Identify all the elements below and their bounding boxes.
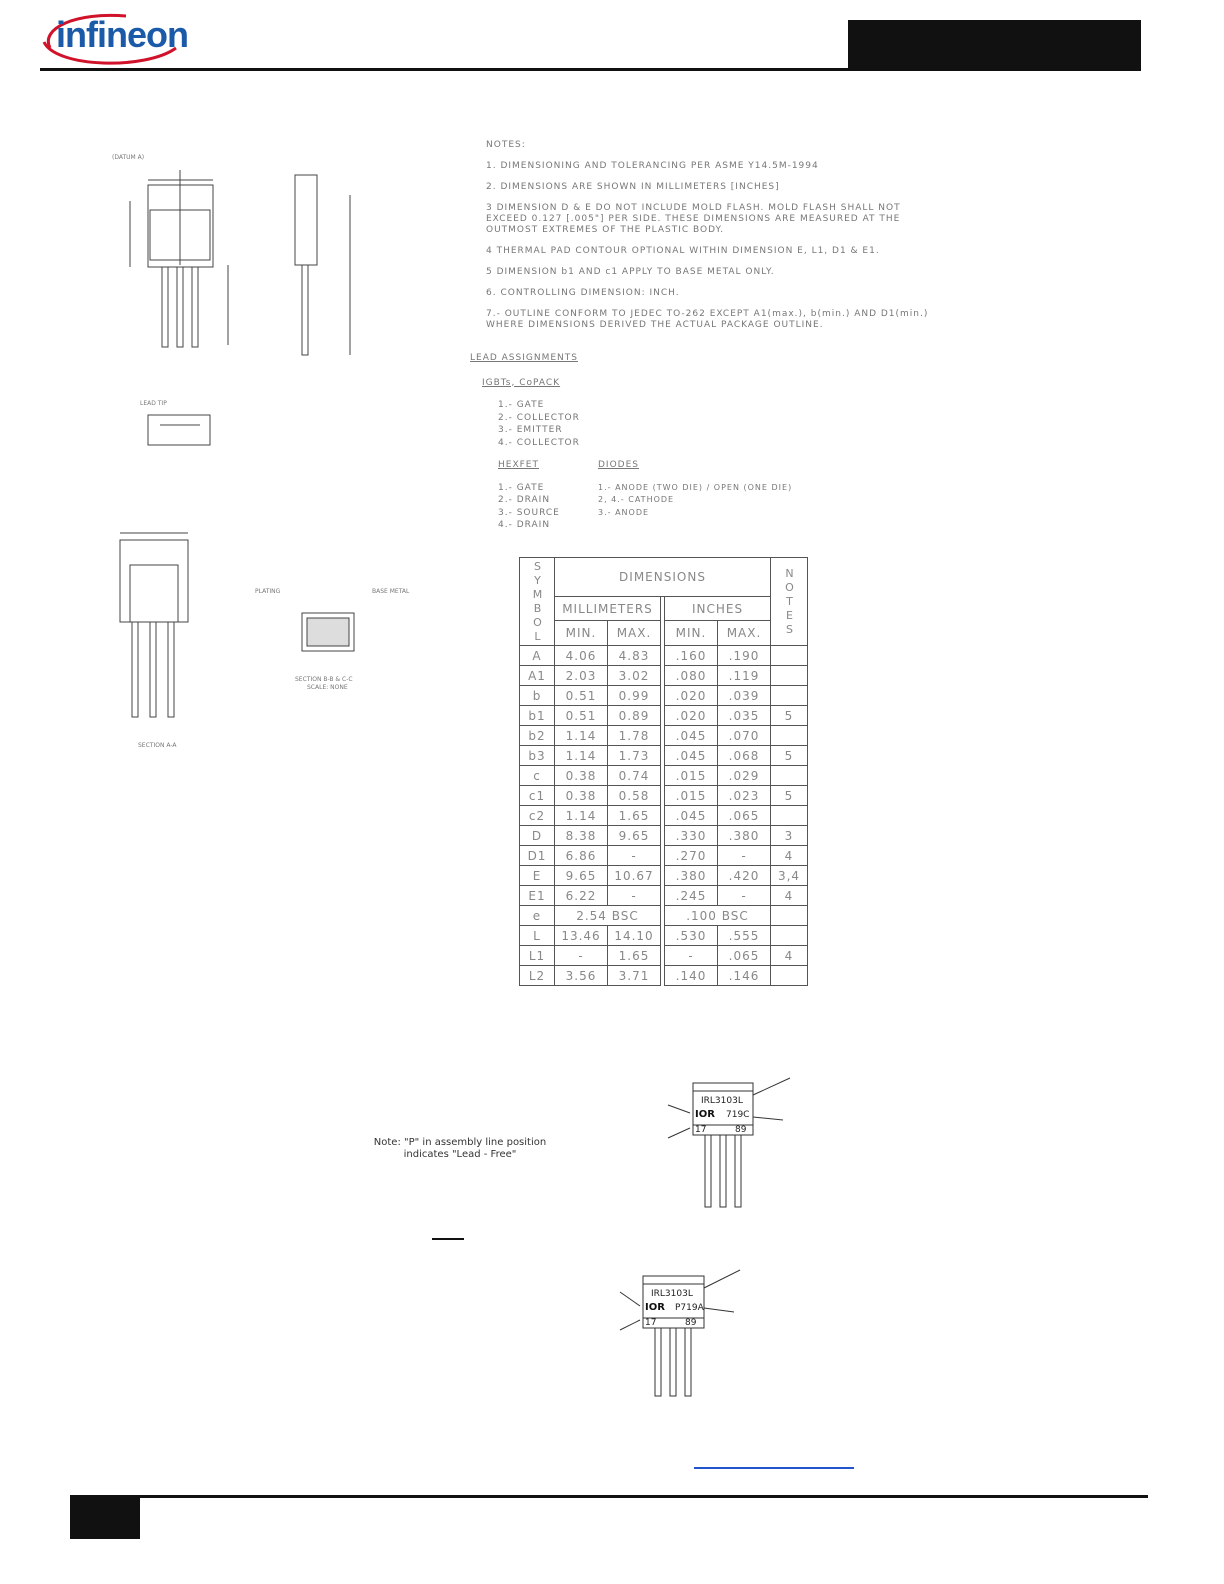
hexfet-lead-1: 1.- GATE [498,482,545,493]
note-2: 2. DIMENSIONS ARE SHOWN IN MILLIMETERS [INCHES] [486,182,780,192]
table-cell-in-max: .065 [718,806,771,826]
table-cell-sym: c1 [520,786,555,806]
table-cell-sym: D [520,826,555,846]
table-cell-in-max: .065 [718,946,771,966]
table-cell-in-max: - [718,846,771,866]
table-cell-mm-min: - [555,946,608,966]
table-row [520,726,808,746]
table-row [520,686,808,706]
table-row [520,646,808,666]
table-cell-in-min: .160 [665,646,718,666]
table-cell-in-min: .080 [665,666,718,686]
table-cell-sym: L2 [520,966,555,986]
underline-mark [432,1238,464,1240]
table-cell-in-max: .119 [718,666,771,686]
table-cell-mm-max: 3.02 [608,666,661,686]
table-cell-mm-min: 0.38 [555,786,608,806]
lead-tip-label: LEAD TIP [140,400,167,407]
table-cell-note [771,966,808,986]
lot-left-2: 17 [645,1318,657,1328]
table-cell-sym: b1 [520,706,555,726]
hexfet-lead-4: 4.- DRAIN [498,520,551,530]
table-cell-note: 5 [771,786,808,806]
diode-lead-2: 2, 4.- CATHODE [598,495,675,504]
lot-right-1: 89 [735,1125,747,1135]
part-number-1: IRL3103L [701,1096,743,1106]
base-metal-label: BASE METAL [372,588,410,595]
table-cell-mm-min: 6.86 [555,846,608,866]
table-row [520,946,808,966]
section-drawing [110,525,430,755]
section-aa-label: SECTION A-A [138,742,177,749]
table-cell-mm-max: - [608,886,661,906]
table-cell-in-max: .070 [718,726,771,746]
table-cell-mm-max: 3.71 [608,966,661,986]
table-cell-mm-max: 0.89 [608,706,661,726]
table-row [520,886,808,906]
table-cell-in-min: .045 [665,806,718,826]
table-cell-in-max: .029 [718,766,771,786]
table-cell-in-max: .380 [718,826,771,846]
header-black-box [848,20,1141,71]
table-cell-in-min: .015 [665,786,718,806]
logo-text: infineon [56,14,188,55]
table-cell-mm-max: 1.73 [608,746,661,766]
table-cell-mm-max: 1.65 [608,806,661,826]
table-cell-in-max: .146 [718,966,771,986]
mm-max-header: MAX. [608,621,661,646]
lead-assignments [470,352,890,532]
table-cell-mm-max: 9.65 [608,826,661,846]
note-6: 6. CONTROLLING DIMENSION: INCH. [486,288,680,298]
table-row [520,806,808,826]
table-cell-sym: L [520,926,555,946]
package-outline-drawing [110,145,430,455]
table-cell-sym: E1 [520,886,555,906]
table-row [520,666,808,686]
marking-example-2 [618,1268,748,1403]
table-cell-sym: A [520,646,555,666]
table-cell-note [771,726,808,746]
table-cell-mm-min: 3.56 [555,966,608,986]
table-cell-note [771,926,808,946]
table-cell-in-min: .045 [665,726,718,746]
brand-logo-1: IOR [695,1109,715,1120]
hexfet-lead-2: 2.- DRAIN [498,495,551,505]
table-row [520,826,808,846]
table-cell-note [771,646,808,666]
table-cell-sym: b [520,686,555,706]
dimension-table [519,557,808,986]
table-cell-in-max: - [718,886,771,906]
table-cell-sym: b2 [520,726,555,746]
marking-example-1 [665,1075,800,1215]
table-cell-sym: E [520,866,555,886]
table-cell-mm-max: - [608,846,661,866]
table-cell-mm-max: 4.83 [608,646,661,666]
note-7: 7.- OUTLINE CONFORM TO JEDEC TO-262 EXCEPT A1(max.), b(min.) AND D1(min.) WHERE DIMENSIONS DERIVED THE ACTUAL PACKAGE OUTLINE. [486,309,929,330]
note-5: 5 DIMENSION b1 AND c1 APPLY TO BASE METAL ONLY. [486,267,775,277]
table-cell-mm-min: 0.51 [555,706,608,726]
igbt-lead-4: 4.- COLLECTOR [498,437,580,448]
table-cell-mm-min: 1.14 [555,746,608,766]
note-1: 1. DIMENSIONING AND TOLERANCING PER ASME Y14.5M-1994 [486,161,819,171]
infineon-logo [36,8,186,70]
table-cell-sym: A1 [520,666,555,686]
table-cell-mm-max: 0.74 [608,766,661,786]
table-cell-mm-max: 1.65 [608,946,661,966]
table-cell-note: 4 [771,946,808,966]
plating-label: PLATING [255,588,281,595]
lead-assignments-title: LEAD ASSIGNMENTS [470,353,578,363]
table-cell-mm-min: 1.14 [555,726,608,746]
table-cell-in-min: .330 [665,826,718,846]
table-cell-mm-min: 0.51 [555,686,608,706]
datum-a-label: (DATUM A) [112,154,145,161]
table-row [520,746,808,766]
table-cell-in-min: .270 [665,846,718,866]
table-cell-mm-max: 0.99 [608,686,661,706]
in-min-header: MIN. [665,621,718,646]
table-cell-mm-min: 2.03 [555,666,608,686]
table-cell-mm-min: 0.38 [555,766,608,786]
table-cell-note [771,666,808,686]
scale-label: SCALE: NONE [307,684,348,691]
table-cell-note: 3,4 [771,866,808,886]
table-cell-in-max: .420 [718,866,771,886]
note-3: 3 DIMENSION D & E DO NOT INCLUDE MOLD FLASH. MOLD FLASH SHALL NOT EXCEED 0.127 [.005"] PER SIDE. THESE DIMENSIONS ARE MEASURED AT THE OUTMOST EXTREMES OF THE PLASTIC BODY. [486,203,901,235]
table-row [520,786,808,806]
table-cell-sym: L1 [520,946,555,966]
table-row [520,706,808,726]
table-cell-mm-min: 4.06 [555,646,608,666]
notes-title: NOTES: [486,140,526,150]
table-cell-mm-min: 8.38 [555,826,608,846]
table-cell-in-min: .140 [665,966,718,986]
date-code-2: P719A [675,1303,704,1313]
table-cell-note: 4 [771,846,808,866]
table-cell-mm-bsc: 2.54 BSC [555,906,661,926]
igbt-lead-1: 1.- GATE [498,400,545,410]
table-cell-in-max: .190 [718,646,771,666]
table-cell-note [771,686,808,706]
table-cell-mm-min: 9.65 [555,866,608,886]
table-cell-in-max: .555 [718,926,771,946]
table-row [520,966,808,986]
lead-free-note: Note: "P" in assembly line position indicates "Lead - Free" [373,1137,547,1160]
table-cell-note: 5 [771,706,808,726]
table-cell-symbol: e [520,906,555,926]
symbol-header: SYMBOL [520,558,555,646]
table-cell-mm-min: 6.22 [555,886,608,906]
table-cell-note: 4 [771,886,808,906]
igbt-lead-3: 3.- EMITTER [498,425,563,435]
table-cell-in-min: - [665,946,718,966]
mm-min-header: MIN. [555,621,608,646]
table-cell-mm-max: 14.10 [608,926,661,946]
notes-header: NOTES [771,558,808,646]
table-cell-mm-min: 13.46 [555,926,608,946]
diode-lead-3: 3.- ANODE [598,507,650,517]
mm-header: MILLIMETERS [555,597,661,621]
table-cell-in-max: .039 [718,686,771,706]
table-cell-in-min: .020 [665,686,718,706]
in-max-header: MAX. [718,621,771,646]
table-cell-note [771,806,808,826]
footer-rule [70,1495,1148,1498]
brand-logo-2: IOR [645,1302,665,1313]
footer-page-box [70,1497,140,1539]
table-cell-mm-min: 1.14 [555,806,608,826]
table-cell-note: 3 [771,826,808,846]
igbt-title: IGBTs, CoPACK [482,377,561,388]
in-header: INCHES [665,597,771,621]
table-cell-in-min: .020 [665,706,718,726]
table-row [520,926,808,946]
igbt-lead-2: 2.- COLLECTOR [498,412,580,423]
table-cell-in-min: .015 [665,766,718,786]
table-cell-mm-max: 10.67 [608,866,661,886]
table-cell-in-bsc: .100 BSC [665,906,771,926]
table-cell-mm-max: 0.58 [608,786,661,806]
table-cell-in-max: .023 [718,786,771,806]
part-number-2: IRL3103L [651,1289,693,1299]
table-cell-sym: c [520,766,555,786]
note-4: 4 THERMAL PAD CONTOUR OPTIONAL WITHIN DIMENSION E, L1, D1 & E1. [486,246,880,256]
table-cell-sym: D1 [520,846,555,866]
table-cell-sym: b3 [520,746,555,766]
diode-lead-1: 1.- ANODE (TWO DIE) / OPEN (ONE DIE) [598,482,793,492]
footer-link-underline[interactable] [694,1467,854,1469]
table-row [520,866,808,886]
table-cell-in-min: .530 [665,926,718,946]
table-cell-in-min: .045 [665,746,718,766]
hexfet-lead-3: 3.- SOURCE [498,507,560,518]
table-cell-note [771,766,808,786]
table-cell-mm-max: 1.78 [608,726,661,746]
header-rule [40,68,848,71]
hexfet-title: HEXFET [498,460,539,470]
date-code-1: 719C [726,1110,750,1120]
table-cell-in-min: .245 [665,886,718,906]
lot-left-1: 17 [695,1125,707,1135]
section-bb-label: SECTION B-B & C-C [295,676,353,683]
diodes-title: DIODES [598,460,639,470]
dimensions-header: DIMENSIONS [555,558,771,597]
table-cell-note: 5 [771,746,808,766]
table-cell-in-min: .380 [665,866,718,886]
table-cell-note [771,906,808,926]
notes-block [486,140,946,341]
table-row [520,766,808,786]
table-row [520,846,808,866]
table-cell-in-max: .068 [718,746,771,766]
table-cell-in-max: .035 [718,706,771,726]
lot-right-2: 89 [685,1318,697,1328]
table-cell-sym: c2 [520,806,555,826]
